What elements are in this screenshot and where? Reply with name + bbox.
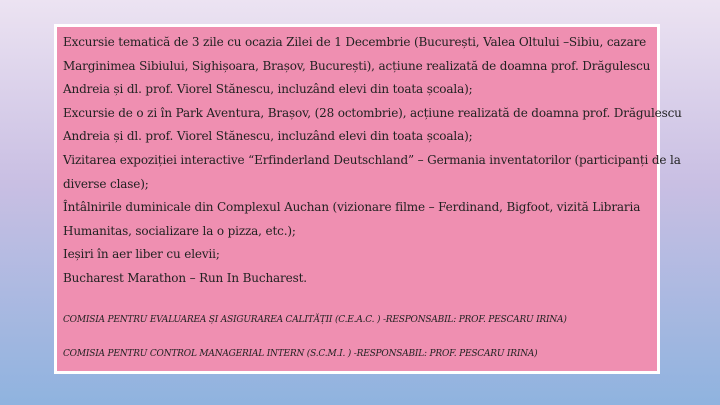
activity-line: Excursie tematică de 3 zile cu ocazia Zilei de 1 Decembrie (București, Valea Oltului –Sibiu, cazare (63, 35, 647, 49)
activity-line: Humanitas, socializare la o pizza, etc.); (63, 223, 296, 238)
activity-line: Andreia și dl. prof. Viorel Stănescu, incluzând elevi din toata școala); (63, 82, 473, 97)
activity-line: Bucharest Marathon – Run In Bucharest. (63, 270, 307, 285)
commission-evaluation-heading: COMISIA PENTRU EVALUAREA ȘI ASIGURAREA CALITĂȚII (C.E.A.C. ) -RESPONSABIL: PROF. PESCARU IRINA) (63, 314, 567, 325)
spacer (63, 291, 651, 311)
slide-content-box (54, 24, 682, 374)
activity-line: Întâlnirile duminicale din Complexul Auchan (vizionare filme – Ferdinand, Bigfoot, vizită Libraria (63, 200, 641, 215)
activity-line: Vizitarea expoziției interactive “Erfinderland Deutschland” – Germania inventatorilor (participanți de la (63, 152, 681, 167)
activity-line: Excursie de o zi în Park Aventura, Brașov, (28 octombrie), acțiune realizată de doamna prof. Drăgulescu (63, 105, 682, 120)
commission-control-heading: COMISIA PENTRU CONTROL MANAGERIAL INTERN (S.C.M.I. ) -RESPONSABIL: PROF. PESCARU IRINA) (63, 348, 538, 359)
activity-line: Ieșiri în aer liber cu elevii; (63, 247, 220, 262)
activity-line: Marginimea Sibiului, Sighișoara, Brașov, București), acțiune realizată de doamna prof. Drăgulescu (63, 58, 651, 73)
activity-line: diverse clase); (63, 176, 149, 191)
activity-line: Andreia și dl. prof. Viorel Stănescu, incluzând elevi din toata școala); (63, 129, 473, 144)
